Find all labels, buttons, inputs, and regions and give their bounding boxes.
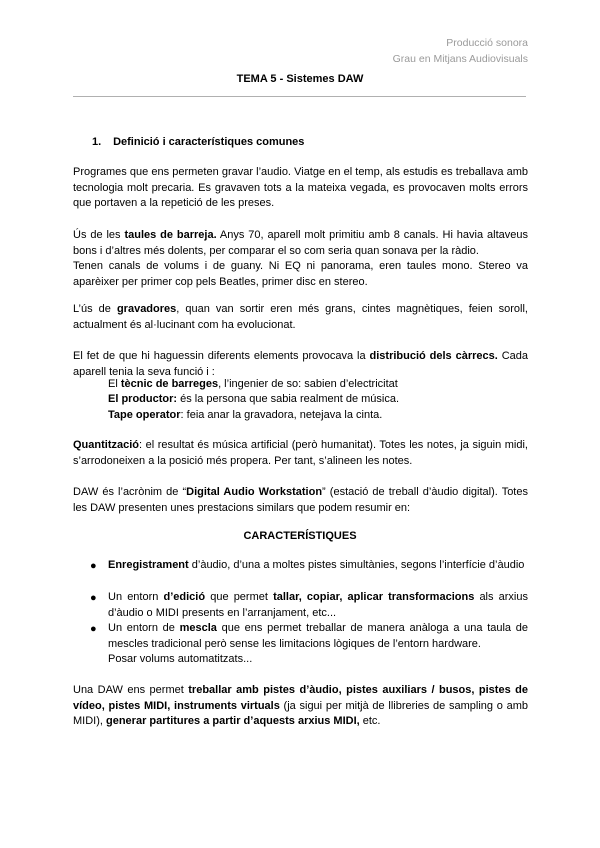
- title-divider: [73, 96, 526, 97]
- section-title: Definició i característiques comunes: [113, 136, 305, 148]
- page-title: TEMA 5 - Sistemes DAW: [236, 73, 364, 85]
- paragraph-daw-definition: DAW és l’acrònim de “Digital Audio Workstation” (estació de treball d’àudio digital). Totes les DAW presenten unes prestacions similars que podem resumir en:: [73, 486, 528, 514]
- bullet-mixing: Un entorn de mescla que ens permet treballar de manera anàloga a una taula de mescles tradicional però sense les limitacions lògiques de l’entorn hardware.: [108, 622, 528, 650]
- bullet-dot: ●: [90, 560, 97, 572]
- bullet-mixing-extra: Posar volums automatitzats...: [108, 653, 253, 665]
- paragraph-quantization: Quantització: el resultat és música artificial (però humanitat). Totes les notes, ja siguin midi, s’arrodoneixen a la posició més propera. Per tant, s’alineen les notes.: [73, 439, 528, 467]
- subheading-features: CARACTERÍSTIQUES: [243, 530, 357, 542]
- paragraph-channels: Tenen canals de volums i de guany. Ni EQ ni panorama, eren taules mono. Stereo va aparèixer per primer cop pels Beatles, primer disc en stereo.: [73, 260, 528, 288]
- paragraph-intro: Programes que ens permeten gravar l’audio. Viatge en el temp, als estudis es treballava amb tecnologia molt precaria. Es gravaven tots a la mateixa vegada, es provocaven molts errors que portaven a la repetició de les preses.: [73, 166, 528, 210]
- bullet-recording: Enregistrament d’àudio, d’una a moltes pistes simultànies, segons l’interfície d’àudio: [108, 559, 525, 571]
- header-course: Producció sonora: [446, 37, 528, 49]
- bullet-dot: ●: [90, 592, 97, 604]
- section-number: 1.: [92, 136, 102, 148]
- paragraph-roles: El fet de que hi haguessin diferents elements provocava la distribució dels càrrecs. Cada aparell tenia la seva funció i :: [73, 350, 529, 378]
- bullet-editing: Un entorn d’edició que permet tallar, copiar, aplicar transformacions als arxius d’àudio o MIDI presents en l’arranjament, etc...: [108, 591, 528, 619]
- section-heading: [92, 136, 304, 148]
- bullet-dot: ●: [90, 623, 97, 635]
- paragraph-daw-capabilities: Una DAW ens permet treballar amb pistes d’àudio, pistes auxiliars / busos, pistes de vídeo, pistes MIDI, instruments virtuals (ja sigui per mitjà de llibreries de sampling o amb MIDI), generar partitures a partir d’aquests arxius MIDI, etc.: [73, 684, 528, 728]
- role-producer: El productor: és la persona que sabia realment de música.: [108, 393, 400, 405]
- role-tape-operator: Tape operator: feia anar la gravadora, netejava la cinta.: [108, 409, 383, 421]
- paragraph-recorders: L’ús de gravadores, quan van sortir eren més grans, cintes magnètiques, feien soroll, actualment és al·lucinant com ha evolucionat.: [73, 303, 528, 331]
- header-degree: Grau en Mitjans Audiovisuals: [392, 53, 528, 65]
- paragraph-mixing-desks: Ús de les taules de barreja. Anys 70, aparell molt primitiu amb 8 canals. Hi havia altaveus bons i d’altres més dolents, per comparar el so com seria quan sonava per la ràdio.: [73, 229, 528, 257]
- role-mix-engineer: El tècnic de barreges, l’ingenier de so: sabien d’electricitat: [108, 378, 398, 390]
